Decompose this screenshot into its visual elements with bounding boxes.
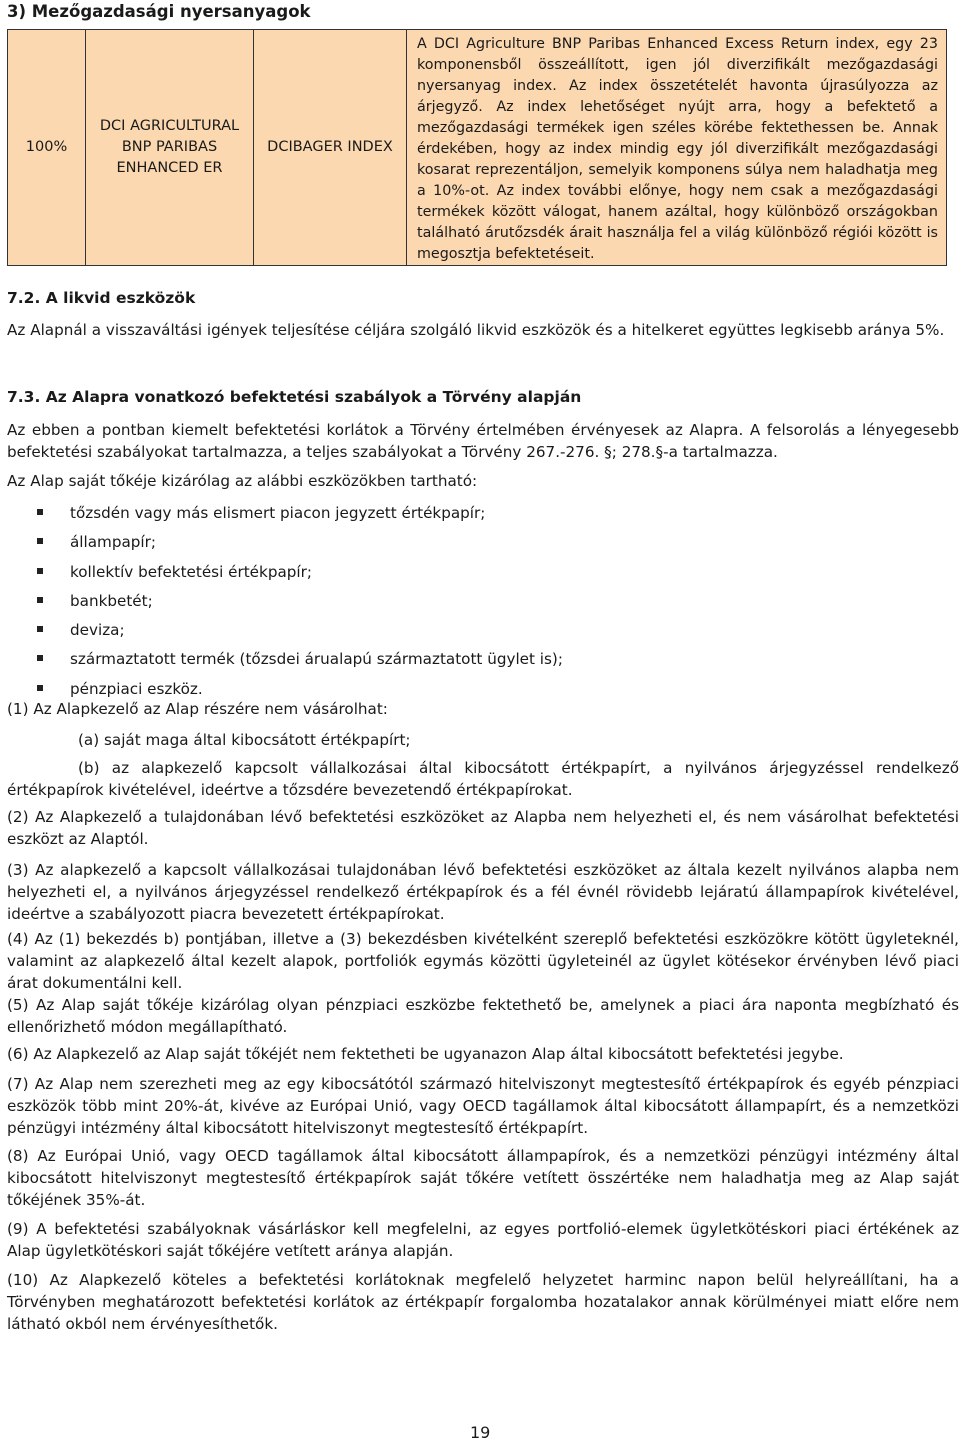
bullet-icon xyxy=(37,568,43,574)
asset-type-list xyxy=(37,502,937,707)
equity-intro: Az Alap saját tőkéje kizárólag az alábbi eszközökben tartható: xyxy=(7,472,478,490)
rules-heading: 7.3. Az Alapra vonatkozó befektetési szabályok a Törvény alapján xyxy=(7,388,582,406)
rule-1: (1) Az Alapkezelő az Alap részére nem vásárolhat: xyxy=(7,700,388,718)
rule-6: (6) Az Alapkezelő az Alap saját tőkéjét nem fektetheti be ugyanazon Alap által kibocsátott befektetési jegybe. xyxy=(7,1045,844,1063)
list-item: pénzpiaci eszköz. xyxy=(37,678,937,707)
asset-weight: 100% xyxy=(8,30,86,266)
asset-table xyxy=(7,29,947,266)
rule-10: (10) Az Alapkezelő köteles a befektetési korlátoknak megfelelő helyzetet harminc napon belül helyreállítani, ha a Törvényben meghatározott befektetési korlátok az értékpapír forgalomba hozatalakor annak körülményei miatt előre nem látható okból nem érvényesíthetők. xyxy=(7,1271,959,1333)
list-item: deviza; xyxy=(37,619,937,648)
list-item: kollektív befektetési értékpapír; xyxy=(37,561,937,590)
bullet-icon xyxy=(37,538,43,544)
bullet-icon xyxy=(37,597,43,603)
rule-2: (2) Az Alapkezelő a tulajdonában lévő befektetési eszközöket az Alapba nem helyezheti el, és nem vásárolhat befektetési eszközt az Alaptól. xyxy=(7,808,959,848)
asset-description: A DCI Agriculture BNP Paribas Enhanced Excess Return index, egy 23 komponensből összeállított, igen jól diverzifikált mezőgazdasági nyersanyag index. Az index összetételét havonta újrasúlyozza az árjegyző. Az index lehetőséget nyújt arra, hogy a befektető a mezőgazdasági termékek igen széles körébe fektethessen be. Annak érdekében, hogy az index mindig egy jól diverzifikált mezőgazdasági kosarat reprezentáljon, semelyik komponens súlya nem haladhatja meg a 10%-ot. Az index további előnye, hogy nem csak a mezőgazdasági termékek között válogat, hanem azáltal, hogy különböző országokban található árutőzsdék árait használja fel a világ különböző régiói között is megosztja befektetéseit. xyxy=(407,30,947,266)
rule-5: (5) Az Alap saját tőkéje kizárólag olyan pénzpiaci eszközbe fektethető be, amelynek a piaci ára naponta megbízható és ellenőrizhető módon megállapítható. xyxy=(7,996,959,1036)
rule-8: (8) Az Európai Unió, vagy OECD tagállamok által kibocsátott állampapírok, és a nemzetközi pénzügyi intézmény által kibocsátott hitelviszonyt megtestesítő értékpapírok saját tőkére vetített összértéke nem haladhatja meg az Alap saját tőkéjének 35%-át. xyxy=(7,1147,959,1209)
list-item: állampapír; xyxy=(37,531,937,560)
liquid-text: Az Alapnál a visszaváltási igények teljesítése céljára szolgáló likvid eszközök és a hitelkeret együttes legkisebb aránya 5%. xyxy=(7,321,945,339)
rules-intro: Az ebben a pontban kiemelt befektetési korlátok a Törvény értelmében érvényesek az Alapra. A felsorolás a lényegesebb befektetési szabályokat tartalmazza, a teljes szabályokat a Törvény 267.-276. §; 278.§-a tartalmazza. xyxy=(7,421,959,461)
rule-1a: (a) saját maga által kibocsátott értékpapírt; xyxy=(78,731,411,749)
rule-1b: (b) az alapkezelő kapcsolt vállalkozásai által kibocsátott értékpapírt, a nyilvános árjegyzéssel rendelkező értékpapírok kivételével, ideértve a tőzsdére bevezetendő értékpapírokat. xyxy=(7,759,959,799)
rule-7: (7) Az Alap nem szerezheti meg az egy kibocsátótól származó hitelviszonyt megtestesítő értékpapírok és egyéb pénzpiaci eszközök több mint 20%-át, kivéve az Európai Unió, vagy OECD tagállamok által kibocsátott állampapírt, és a nemzetközi pénzügyi intézmény által kibocsátott hitelviszonyt megtestesítő értékpapírt. xyxy=(7,1075,959,1137)
asset-ticker: DCIBAGER INDEX xyxy=(254,30,407,266)
bullet-icon xyxy=(37,626,43,632)
list-item: bankbetét; xyxy=(37,590,937,619)
list-item: tőzsdén vagy más elismert piacon jegyzett értékpapír; xyxy=(37,502,937,531)
rule-3: (3) Az alapkezelő a kapcsolt vállalkozásai tulajdonában lévő befektetési eszközöket az általa kezelt nyilvános alapba nem helyezheti el, a nyilvános árjegyzéssel rendelkező értékpapírok és a fél évnél rövidebb lejáratú állampapírok kivételével, ideértve a szabályozott piacra bevezetett értékpapírokat. xyxy=(7,861,959,923)
bullet-icon xyxy=(37,655,43,661)
asset-name: DCI AGRICULTURAL BNP PARIBAS ENHANCED ER xyxy=(86,30,254,266)
rule-4: (4) Az (1) bekezdés b) pontjában, illetve a (3) bekezdésben kivételként szereplő befektetési eszközökre kötött ügyleteknél, valamint az alapkezelő által kezelt alapok, portfoliók egymás közötti ügyleteinél az ügylet kötésekor érvényben lévő piaci árat dokumentálni kell. xyxy=(7,930,959,992)
list-item: származtatott termék (tőzsdei árualapú származtatott ügylet is); xyxy=(37,648,937,677)
page-number: 19 xyxy=(470,1423,491,1442)
rule-9: (9) A befektetési szabályoknak vásárláskor kell megfelelni, az egyes portfolió-elemek ügyletkötéskori piaci értékének az Alap ügyletkötéskori saját tőkéjére vetített aránya alapján. xyxy=(7,1220,959,1260)
bullet-icon xyxy=(37,509,43,515)
bullet-icon xyxy=(37,685,43,691)
section-title: 3) Mezőgazdasági nyersanyagok xyxy=(7,2,311,21)
table-row xyxy=(8,30,947,266)
liquid-heading: 7.2. A likvid eszközök xyxy=(7,289,196,307)
